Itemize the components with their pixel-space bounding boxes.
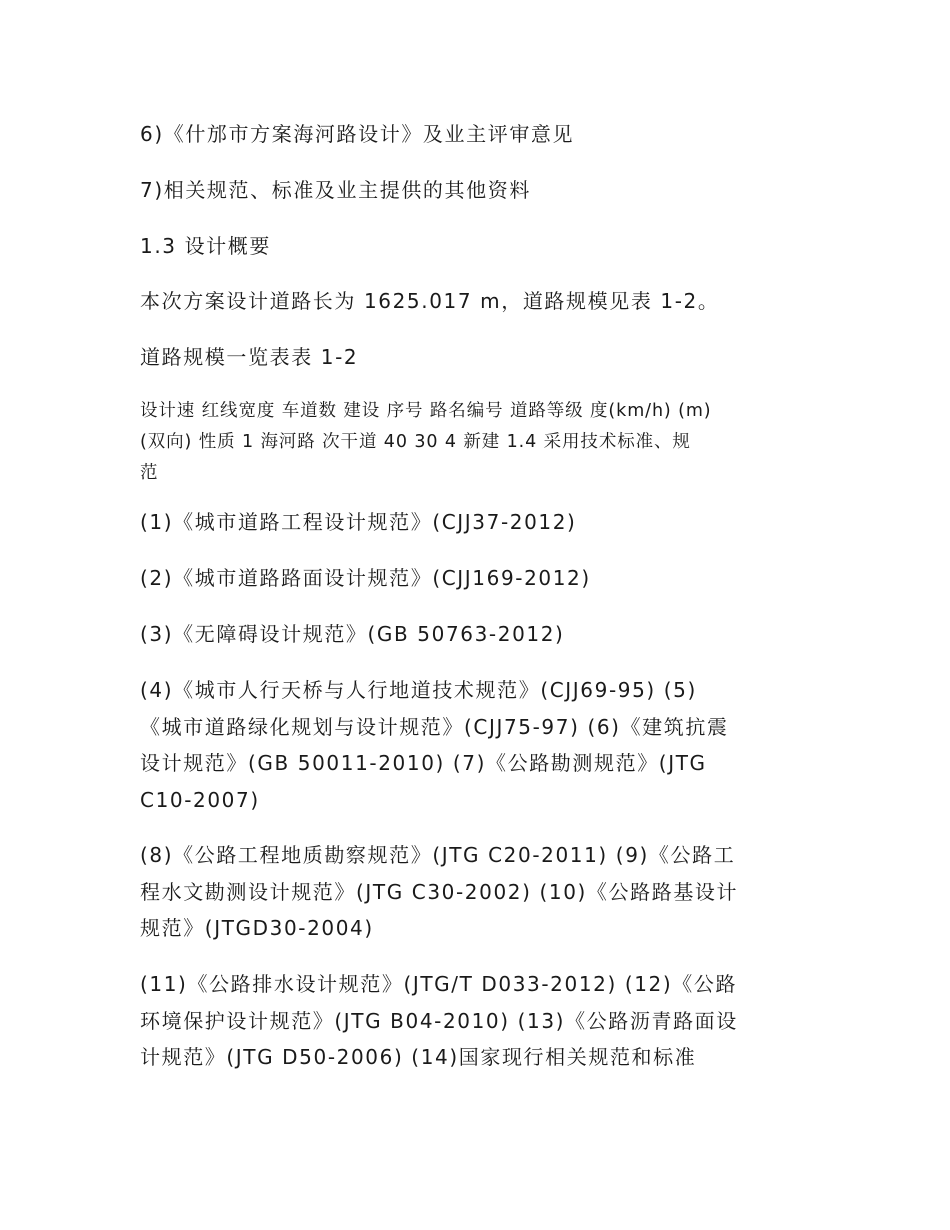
standard-paragraph-11-14 xyxy=(140,966,820,1076)
summary-paragraph: 本次方案设计道路长为 1625.017 m，道路规模见表 1-2。 xyxy=(140,289,720,313)
standard-paragraph-8-10 xyxy=(140,837,820,947)
table-line: (双向) 性质 1 海河路 次干道 40 30 4 新建 1.4 采用技术标准、规 xyxy=(140,432,691,452)
standard-paragraph-4-7 xyxy=(140,672,820,818)
table-block xyxy=(140,396,820,489)
section-heading: 1.3 设计概要 xyxy=(140,234,271,258)
table-line: 范 xyxy=(140,463,159,483)
standard-item-3: (3)《无障碍设计规范》(GB 50763-2012) xyxy=(140,622,565,646)
paragraph-line: (8)《公路工程地质勘察规范》(JTG C20-2011) (9)《公路工 xyxy=(140,843,736,867)
paragraph-line: 计规范》(JTG D50-2006) (14)国家现行相关规范和标准 xyxy=(140,1045,697,1069)
standard-item-1: (1)《城市道路工程设计规范》(CJJ37-2012) xyxy=(140,510,577,534)
reference-item-6: 6)《什邡市方案海河路设计》及业主评审意见 xyxy=(140,122,575,146)
paragraph-line: 设计规范》(GB 50011-2010) (7)《公路勘测规范》(JTG xyxy=(140,751,707,775)
table-line: 设计速 红线宽度 车道数 建设 序号 路名编号 道路等级 度(km/h) (m) xyxy=(140,401,712,421)
paragraph-line: (11)《公路排水设计规范》(JTG/T D033-2012) (12)《公路 xyxy=(140,972,738,996)
paragraph-line: 程水文勘测设计规范》(JTG C30-2002) (10)《公路路基设计 xyxy=(140,879,739,904)
paragraph-line: 环境保护设计规范》(JTG B04-2010) (13)《公路沥青路面设 xyxy=(140,1008,738,1033)
paragraph-line: (4)《城市人行天桥与人行地道技术规范》(CJJ69-95) (5) xyxy=(140,678,697,702)
paragraph-line: 《城市道路绿化规划与设计规范》(CJJ75-97) (6)《建筑抗震 xyxy=(140,714,729,739)
paragraph-line: 规范》(JTGD30-2004) xyxy=(140,916,374,940)
reference-item-7: 7)相关规范、标准及业主提供的其他资料 xyxy=(140,178,531,202)
standard-item-2: (2)《城市道路路面设计规范》(CJJ169-2012) xyxy=(140,566,591,590)
table-title: 道路规模一览表表 1-2 xyxy=(140,345,359,369)
paragraph-line: C10-2007) xyxy=(140,787,260,812)
